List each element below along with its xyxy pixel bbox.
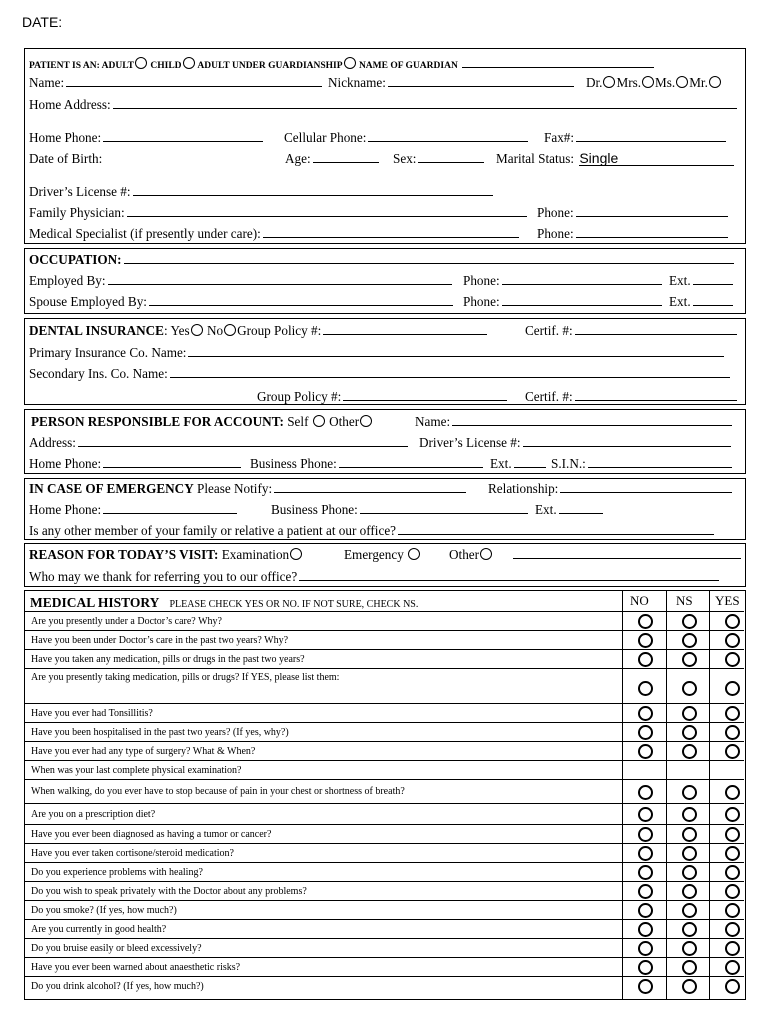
family-physician-field[interactable] <box>127 205 527 217</box>
other-label: Other <box>329 414 360 429</box>
yes-radio[interactable] <box>725 922 740 937</box>
medical-history-row <box>25 957 744 977</box>
responsible-ext-field[interactable] <box>514 456 546 468</box>
other-visit-radio[interactable] <box>480 548 492 560</box>
medical-question: Have you taken any medication, pills or drugs in the past two years? <box>31 653 305 665</box>
examination-radio[interactable] <box>290 548 302 560</box>
medical-history-title: MEDICAL HISTORY <box>30 595 160 610</box>
yes-radio[interactable] <box>725 941 740 956</box>
medical-history-instructions: PLEASE CHECK YES OR NO. IF NOT SURE, CHECK NS. <box>169 599 419 610</box>
dob-label: Date of Birth: <box>29 151 103 166</box>
medical-question: When was your last complete physical examination? <box>31 764 242 776</box>
dr-label: Dr. <box>586 75 603 90</box>
dental-yes-radio[interactable] <box>191 324 203 336</box>
medical-question: Are you presently taking medication, pills or drugs? If YES, please list them: <box>31 672 340 683</box>
medical-question: Do you smoke? (If yes, how much?) <box>31 904 177 916</box>
responsible-business-phone-label: Business Phone: <box>250 456 337 471</box>
medical-history-row <box>25 760 744 780</box>
guardianship-radio[interactable] <box>344 57 356 69</box>
medical-question: When walking, do you ever have to stop because of pain in your chest or shortness of breath? <box>31 786 405 797</box>
ns-radio[interactable] <box>682 744 697 759</box>
visit-title: REASON FOR TODAY’S VISIT: <box>29 547 219 562</box>
sin-field[interactable] <box>588 456 732 468</box>
group-policy-label: Group Policy #: <box>237 323 322 338</box>
responsible-home-phone-field[interactable] <box>103 456 241 468</box>
no-radio[interactable] <box>638 785 653 800</box>
marital-status-field[interactable] <box>579 151 734 166</box>
emergency-home-phone-field[interactable] <box>103 502 237 514</box>
emergency-visit-radio[interactable] <box>408 548 420 560</box>
sex-field[interactable] <box>418 151 484 163</box>
home-phone-field[interactable] <box>103 130 263 142</box>
medical-question: Are you presently under a Doctor’s care? Why? <box>31 615 222 627</box>
referral-field[interactable] <box>299 569 719 581</box>
yes-radio[interactable] <box>725 785 740 800</box>
ns-radio[interactable] <box>682 807 697 822</box>
medical-question: Have you ever had Tonsillitis? <box>31 707 153 719</box>
medical-history-row <box>25 722 744 742</box>
medical-history-row <box>25 843 744 863</box>
employer-ext-field[interactable] <box>693 273 733 285</box>
home-address-field[interactable] <box>113 97 737 109</box>
emergency-business-phone-field[interactable] <box>360 502 528 514</box>
self-radio[interactable] <box>313 415 325 427</box>
specialist-label: Medical Specialist (if presently under care): <box>29 226 261 241</box>
medical-history-row <box>25 703 744 723</box>
medical-question: Have you been hospitalised in the past two years? (If yes, why?) <box>31 726 289 738</box>
emergency-title: IN CASE OF EMERGENCY <box>29 481 194 496</box>
yes-radio[interactable] <box>725 725 740 740</box>
please-notify-field[interactable] <box>274 481 466 493</box>
yes-radio[interactable] <box>725 979 740 994</box>
name-field[interactable] <box>66 75 322 87</box>
emergency-business-phone-label: Business Phone: <box>271 502 358 517</box>
employer-phone-label: Phone: <box>463 273 500 288</box>
medical-question: Have you ever had any type of surgery? What & When? <box>31 745 256 757</box>
certif-label: Certif. #: <box>525 323 573 338</box>
ns-radio[interactable] <box>682 785 697 800</box>
medical-question: Do you drink alcohol? (If yes, how much?) <box>31 980 204 992</box>
yes-radio[interactable] <box>725 652 740 667</box>
mr-label: Mr. <box>689 75 708 90</box>
home-phone-label: Home Phone: <box>29 130 102 145</box>
medical-history-row <box>25 976 744 996</box>
yes-radio[interactable] <box>725 807 740 822</box>
emergency-ext-label: Ext. <box>535 502 557 517</box>
responsible-ext-label: Ext. <box>490 456 512 471</box>
specialist-phone-field[interactable] <box>576 226 728 238</box>
medical-history-row <box>25 668 744 704</box>
yes-radio[interactable] <box>725 614 740 629</box>
medical-question: Have you ever been diagnosed as having a tumor or cancer? <box>31 828 272 840</box>
ns-radio[interactable] <box>682 922 697 937</box>
responsible-license-label: Driver’s License #: <box>419 435 521 450</box>
yes-radio[interactable] <box>725 827 740 842</box>
medical-history-row <box>25 919 744 939</box>
dental-no-label: No <box>206 323 224 338</box>
relationship-label: Relationship: <box>488 481 559 496</box>
ms-radio[interactable] <box>676 76 688 88</box>
medical-question: Do you bruise easily or bleed excessively? <box>31 942 202 954</box>
medical-question: Are you on a prescription diet? <box>31 808 156 820</box>
no-radio[interactable] <box>638 652 653 667</box>
responsible-name-label: Name: <box>415 414 451 429</box>
medical-history-row <box>25 862 744 882</box>
employer-phone-field[interactable] <box>502 273 662 285</box>
medical-question: Are you currently in good health? <box>31 923 167 935</box>
age-field[interactable] <box>313 151 379 163</box>
responsible-title: PERSON RESPONSIBLE FOR ACCOUNT: <box>31 414 284 429</box>
medical-question: Do you wish to speak privately with the Doctor about any problems? <box>31 885 307 897</box>
no-radio[interactable] <box>638 960 653 975</box>
certif-field[interactable] <box>575 323 737 335</box>
no-radio[interactable] <box>638 903 653 918</box>
mrs-radio[interactable] <box>642 76 654 88</box>
dental-no-radio[interactable] <box>224 324 236 336</box>
no-radio[interactable] <box>638 633 653 648</box>
ns-radio[interactable] <box>682 979 697 994</box>
sex-label: Sex: <box>393 151 417 166</box>
medical-history-row <box>25 741 744 761</box>
home-address-label: Home Address: <box>29 97 111 112</box>
ns-radio[interactable] <box>682 884 697 899</box>
spouse-employed-label: Spouse Employed By: <box>29 294 147 309</box>
occupation-title: OCCUPATION: <box>29 252 122 267</box>
yes-radio[interactable] <box>725 903 740 918</box>
no-radio[interactable] <box>638 725 653 740</box>
ns-radio[interactable] <box>682 865 697 880</box>
secondary-insurance-field[interactable] <box>170 366 730 378</box>
responsible-license-field[interactable] <box>523 435 731 447</box>
group-policy-field[interactable] <box>323 323 487 335</box>
ns-radio[interactable] <box>682 846 697 861</box>
medical-history-row <box>25 881 744 901</box>
medical-question: Do you experience problems with healing? <box>31 866 203 878</box>
family-patient-label: Is any other member of your family or relative a patient at our office? <box>29 523 397 538</box>
no-radio[interactable] <box>638 744 653 759</box>
physician-phone-field[interactable] <box>576 205 728 217</box>
spouse-employed-field[interactable] <box>149 294 453 306</box>
no-radio[interactable] <box>638 681 653 696</box>
ns-radio[interactable] <box>682 725 697 740</box>
col-ns-header: NS <box>676 593 693 608</box>
responsible-address-field[interactable] <box>78 435 408 447</box>
specialist-phone-label: Phone: <box>537 226 574 241</box>
examination-label: Examination <box>221 547 290 562</box>
drivers-license-field[interactable] <box>133 184 493 196</box>
medical-history-row <box>25 611 744 631</box>
employer-ext-label: Ext. <box>669 273 691 288</box>
yes-radio[interactable] <box>725 846 740 861</box>
ms-label: Ms. <box>655 75 676 90</box>
spouse-ext-label: Ext. <box>669 294 691 309</box>
age-label: Age: <box>285 151 311 166</box>
emergency-ext-field[interactable] <box>559 502 603 514</box>
medical-history-row <box>25 900 744 920</box>
dental-title: DENTAL INSURANCE <box>29 323 164 338</box>
yes-radio[interactable] <box>725 633 740 648</box>
medical-history-row <box>25 630 744 650</box>
secondary-insurance-label: Secondary Ins. Co. Name: <box>29 366 168 381</box>
guardian-name-field[interactable] <box>462 56 654 68</box>
mrs-label: Mrs. <box>616 75 642 90</box>
no-radio[interactable] <box>638 807 653 822</box>
drivers-license-label: Driver’s License #: <box>29 184 131 199</box>
spouse-phone-field[interactable] <box>502 294 662 306</box>
other-radio[interactable] <box>360 415 372 427</box>
yes-radio[interactable] <box>725 884 740 899</box>
no-radio[interactable] <box>638 614 653 629</box>
medical-history-header <box>30 594 418 612</box>
ns-radio[interactable] <box>682 633 697 648</box>
primary-insurance-field[interactable] <box>188 345 724 357</box>
adult-label: ADULT <box>101 61 134 71</box>
group-policy-2-label: Group Policy #: <box>257 389 342 404</box>
medical-history-row <box>25 779 744 804</box>
ns-radio[interactable] <box>682 681 697 696</box>
other-visit-label: Other <box>449 547 480 562</box>
sin-label: S.I.N.: <box>551 456 586 471</box>
emergency-home-phone-label: Home Phone: <box>29 502 102 517</box>
ns-radio[interactable] <box>682 827 697 842</box>
cellular-phone-label: Cellular Phone: <box>284 130 367 145</box>
medical-question: Have you ever taken cortisone/steroid medication? <box>31 847 234 859</box>
family-patient-field[interactable] <box>398 523 714 535</box>
date-label: DATE: <box>22 14 63 30</box>
child-label: CHILD <box>150 61 182 71</box>
ns-radio[interactable] <box>682 960 697 975</box>
employed-by-label: Employed By: <box>29 273 106 288</box>
responsible-home-phone-label: Home Phone: <box>29 456 102 471</box>
occupation-field[interactable] <box>124 252 734 264</box>
col-yes-header: YES <box>715 593 740 608</box>
self-label: Self <box>287 414 309 429</box>
no-radio[interactable] <box>638 846 653 861</box>
adult-radio[interactable] <box>135 57 147 69</box>
ns-radio[interactable] <box>682 614 697 629</box>
certif-2-field[interactable] <box>575 389 737 401</box>
spouse-ext-field[interactable] <box>693 294 733 306</box>
fax-label: Fax#: <box>544 130 575 145</box>
no-radio[interactable] <box>638 706 653 721</box>
medical-question: Have you been under Doctor’s care in the past two years? Why? <box>31 634 289 646</box>
please-notify-label: Please Notify: <box>197 481 273 496</box>
responsible-name-field[interactable] <box>452 414 732 426</box>
yes-radio[interactable] <box>725 706 740 721</box>
medical-question: Have you ever been warned about anaesthetic risks? <box>31 961 241 973</box>
name-label: Name: <box>29 75 65 90</box>
no-radio[interactable] <box>638 979 653 994</box>
child-radio[interactable] <box>183 57 195 69</box>
referral-label: Who may we thank for referring you to our office? <box>29 569 298 584</box>
other-visit-field[interactable] <box>513 547 741 559</box>
nickname-field[interactable] <box>388 75 574 87</box>
no-radio[interactable] <box>638 922 653 937</box>
guardian-name-label: NAME OF GUARDIAN <box>358 61 458 71</box>
guardianship-label: ADULT UNDER GUARDIANSHIP <box>197 61 343 71</box>
no-radio[interactable] <box>638 884 653 899</box>
specialist-field[interactable] <box>263 226 519 238</box>
medical-history-row <box>25 938 744 958</box>
group-policy-2-field[interactable] <box>343 389 507 401</box>
yes-radio[interactable] <box>725 744 740 759</box>
no-radio[interactable] <box>638 865 653 880</box>
spouse-phone-label: Phone: <box>463 294 500 309</box>
yes-radio[interactable] <box>725 960 740 975</box>
ns-radio[interactable] <box>682 652 697 667</box>
no-radio[interactable] <box>638 941 653 956</box>
ns-radio[interactable] <box>682 941 697 956</box>
no-radio[interactable] <box>638 827 653 842</box>
yes-radio[interactable] <box>725 865 740 880</box>
medical-history-row <box>25 649 744 669</box>
medical-history-table <box>24 590 746 1000</box>
certif-2-label: Certif. #: <box>525 389 573 404</box>
patient-is-an-label: PATIENT IS AN: <box>29 61 100 71</box>
physician-phone-label: Phone: <box>537 205 574 220</box>
family-physician-label: Family Physician: <box>29 205 125 220</box>
emergency-visit-label: Emergency <box>344 547 404 562</box>
nickname-label: Nickname: <box>328 75 386 90</box>
cellular-phone-field[interactable] <box>368 130 528 142</box>
employed-by-field[interactable] <box>108 273 452 285</box>
responsible-business-phone-field[interactable] <box>339 456 483 468</box>
medical-history-row <box>25 824 744 844</box>
marital-status-label: Marital Status: <box>496 151 575 166</box>
responsible-address-label: Address: <box>29 435 76 450</box>
dental-yes-label: Yes <box>170 323 190 338</box>
mr-radio[interactable] <box>709 76 721 88</box>
yes-radio[interactable] <box>725 681 740 696</box>
primary-insurance-label: Primary Insurance Co. Name: <box>29 345 187 360</box>
medical-history-row <box>25 803 744 825</box>
ns-radio[interactable] <box>682 706 697 721</box>
col-no-header: NO <box>630 593 649 608</box>
marital-status-value: Single <box>579 150 619 166</box>
relationship-field[interactable] <box>560 481 732 493</box>
dr-radio[interactable] <box>603 76 615 88</box>
fax-field[interactable] <box>576 130 726 142</box>
ns-radio[interactable] <box>682 903 697 918</box>
